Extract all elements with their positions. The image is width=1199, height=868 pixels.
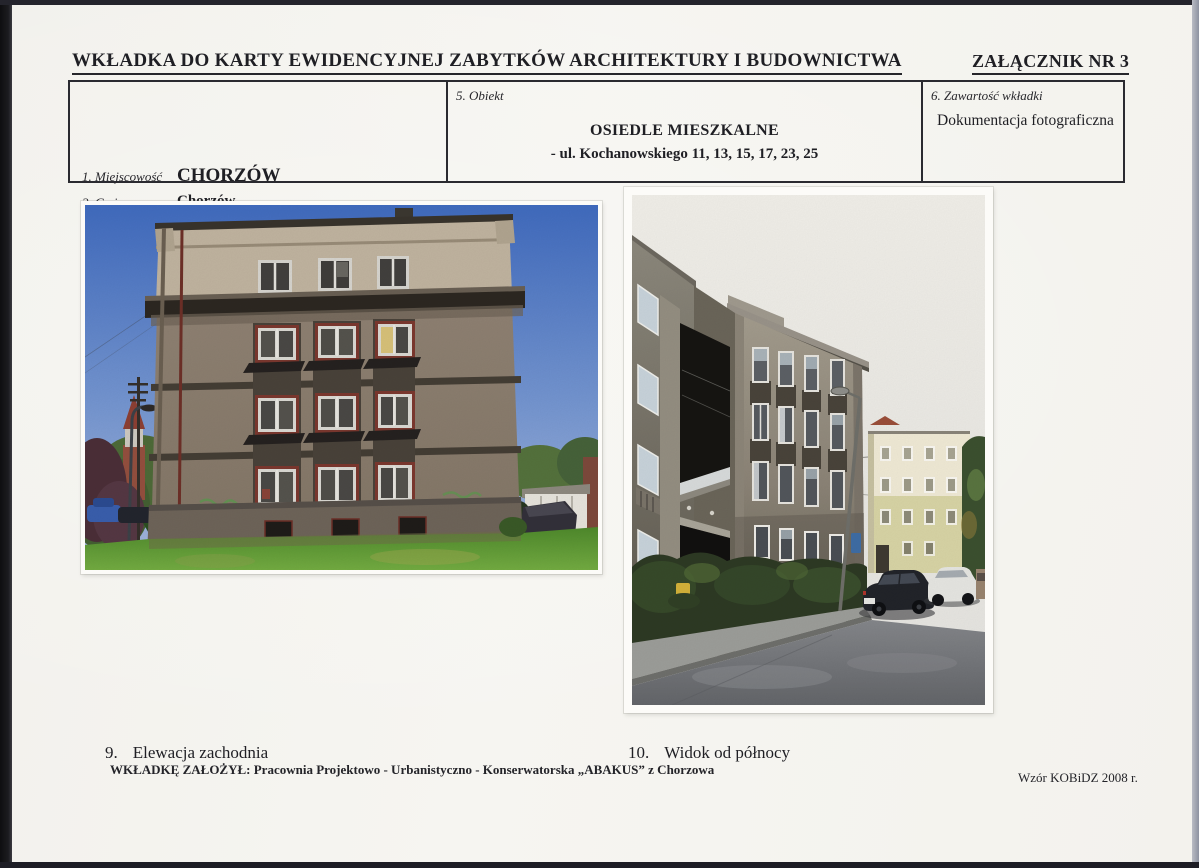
field-value-miejscowosc: CHORZÓW: [177, 165, 281, 186]
field-value-zawartosc: Dokumentacja fotograficzna: [937, 112, 1114, 129]
field-label-zawartosc: 6. Zawartość wkładki: [931, 88, 1043, 103]
caption-9-number: 9.: [105, 743, 118, 762]
field-label-miejscowosc: 1. Miejscowość: [82, 169, 163, 184]
photo-west-elevation: [81, 201, 602, 574]
caption-photo-10: [628, 743, 790, 763]
object-description: [448, 122, 921, 163]
attachment-label: ZAŁĄCZNIK NR 3: [972, 51, 1129, 75]
footer-created-by: WKŁADKĘ ZAŁOŻYŁ: Pracownia Projektowo - Urbanistyczno - Konserwatorska „ABAKUS” z Chorzowa: [110, 762, 715, 777]
table-column-contents: [921, 82, 1127, 181]
object-address: - ul. Kochanowskiego 11, 13, 15, 17, 23, 25: [550, 146, 819, 162]
photo-west-elevation-image: [85, 205, 598, 570]
table-column-location: [70, 82, 446, 186]
scan-edge-left: [0, 0, 12, 868]
table-column-object: [446, 82, 921, 181]
scan-edge-bottom: [0, 862, 1199, 868]
caption-photo-9: [105, 743, 268, 763]
scan-edge-top: [0, 0, 1199, 5]
card-title: WKŁADKA DO KARTY EWIDENCYJNEJ ZABYTKÓW ARCHITEKTURY I BUDOWNICTWA: [72, 50, 902, 75]
scan-edge-right: [1192, 0, 1199, 868]
footer-form-model: Wzór KOBiDZ 2008 r.: [1018, 770, 1138, 785]
caption-10-text: Widok od północy: [664, 743, 791, 762]
object-name: OSIEDLE MIESZKALNE: [589, 122, 779, 139]
identification-table: [68, 80, 1125, 186]
caption-10-number: 10.: [628, 743, 650, 762]
photo-north-view-image: [632, 195, 985, 705]
photo-north-view: [624, 187, 993, 713]
caption-9-text: Elewacja zachodnia: [132, 743, 269, 762]
field-label-obiekt: 5. Obiekt: [456, 88, 504, 103]
